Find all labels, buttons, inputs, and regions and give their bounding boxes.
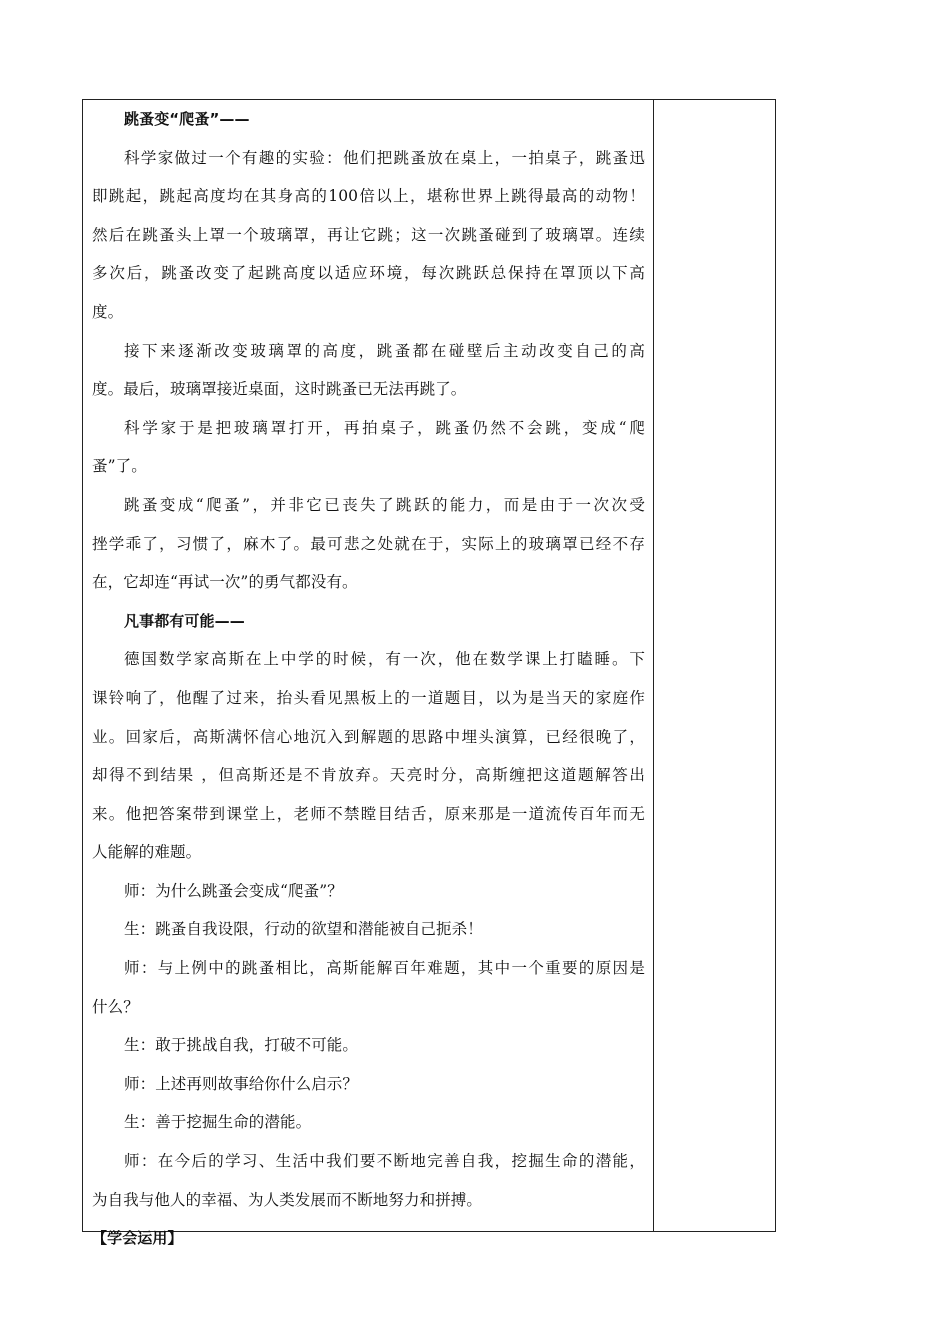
text-line: 人能解的难题。	[92, 843, 202, 862]
paragraph	[92, 1142, 645, 1219]
text-line: 生：善于挖掘生命的潜能。	[124, 1113, 312, 1132]
paragraph	[92, 640, 645, 872]
section-heading: 凡事都有可能——	[124, 611, 245, 630]
lesson-table	[82, 99, 776, 1248]
text-line: 多次后，跳蚤改变了起跳高度以适应环境，每次跳跃总保持在罩顶以下高	[92, 264, 645, 283]
paragraph	[92, 409, 645, 486]
text-line: 度。	[92, 302, 124, 321]
paragraph	[92, 949, 645, 1026]
text-line: 生：敢于挑战自我，打破不可能。	[124, 1036, 359, 1055]
text-line: 师：为什么跳蚤会变成“爬蚤”？	[124, 881, 343, 900]
paragraph	[92, 872, 645, 911]
text-line: 生：跳蚤自我设限，行动的欲望和潜能被自己扼杀！	[124, 920, 483, 939]
notes-cell	[654, 100, 775, 1231]
text-line: 挫学乖了，习惯了，麻木了。最可悲之处就在于，实际上的玻璃罩已经不存	[92, 534, 645, 553]
paragraph	[92, 1103, 645, 1142]
text-line: 师：在今后的学习、生活中我们要不断地完善自我，挖掘生命的潜能，	[124, 1152, 645, 1171]
paragraph	[92, 910, 645, 949]
text-line: 在，它却连“再试一次”的勇气都没有。	[92, 573, 358, 592]
text-line: 即跳起，跳起高度均在其身高的100倍以上，堪称世界上跳得最高的动物！	[92, 187, 645, 206]
paragraph	[92, 486, 645, 602]
section-heading: 跳蚤变“爬蚤”——	[124, 110, 250, 128]
text-line: 然后在跳蚤头上罩一个玻璃罩，再让它跳；这一次跳蚤碰到了玻璃罩。连续	[92, 225, 645, 244]
text-line: 科学家做过一个有趣的实验：他们把跳蚤放在桌上，一拍桌子，跳蚤迅	[124, 148, 645, 167]
paragraph	[92, 1026, 645, 1065]
main-content-cell	[83, 100, 653, 1258]
text-line: 课铃响了，他醒了过来，抬头看见黑板上的一道题目，以为是当天的家庭作	[92, 688, 645, 707]
paragraph	[92, 332, 645, 409]
paragraph	[92, 139, 645, 332]
paragraph	[92, 1065, 645, 1104]
text-line: 什么？	[92, 997, 139, 1016]
text-line: 蚤”了。	[92, 457, 147, 476]
text-line: 接下来逐渐改变玻璃罩的高度，跳蚤都在碰壁后主动改变自己的高	[124, 341, 645, 360]
text-line: 科学家于是把玻璃罩打开，再拍桌子，跳蚤仍然不会跳，变成“爬	[124, 418, 645, 437]
text-line: 度。最后，玻璃罩接近桌面，这时跳蚤已无法再跳了。	[92, 380, 467, 399]
section-title: 【学会运用】	[92, 1229, 183, 1248]
text-line: 跳蚤变成“爬蚤”，并非它已丧失了跳跃的能力，而是由于一次次受	[124, 495, 645, 514]
text-line: 德国数学家高斯在上中学的时候，有一次，他在数学课上打瞌睡。下	[124, 650, 645, 669]
text-line: 为自我与他人的幸福、为人类发展而不断地努力和拼搏。	[92, 1190, 483, 1209]
text-line: 却得不到结果 ，但高斯还是不肯放弃。天亮时分，高斯缠把这道题解答出	[92, 766, 645, 785]
text-line: 业。回家后，高斯满怀信心地沉入到解题的思路中埋头演算，已经很晚了，	[92, 727, 645, 746]
text-line: 师：与上例中的跳蚤相比，高斯能解百年难题，其中一个重要的原因是	[124, 959, 645, 978]
text-line: 师：上述再则故事给你什么启示？	[124, 1074, 359, 1093]
text-line: 来。他把答案带到课堂上，老师不禁瞠目结舌，原来那是一道流传百年而无	[92, 804, 645, 823]
